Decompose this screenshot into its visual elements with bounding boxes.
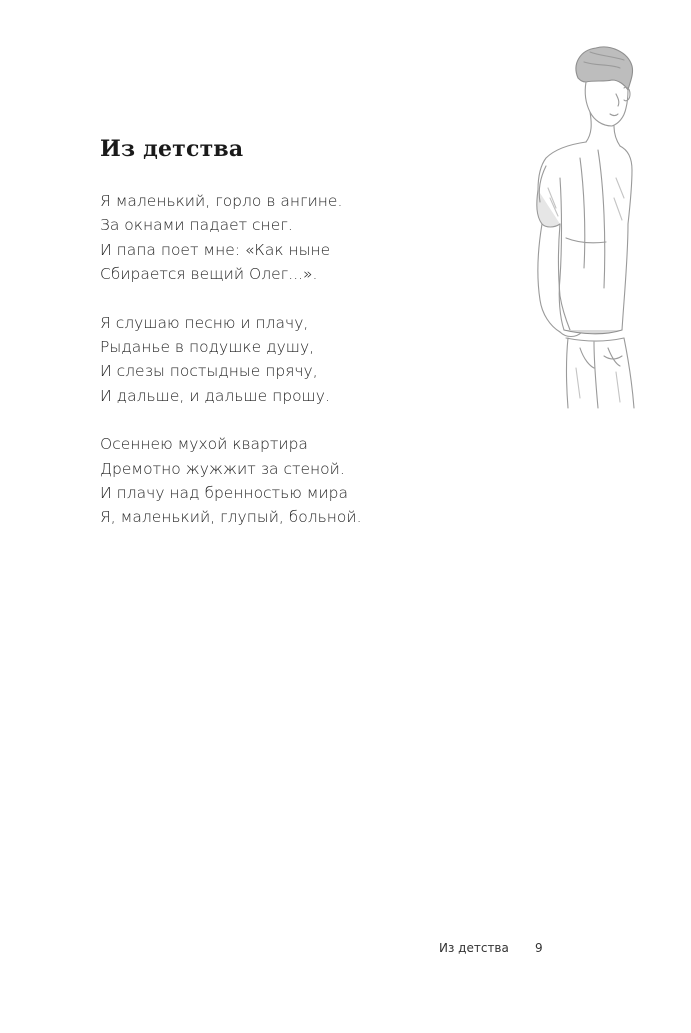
poem-line: И папа поет мне: «Как ныне — [100, 240, 331, 259]
poem-line: За окнами падает снег. — [100, 216, 293, 235]
stanza-3 — [100, 432, 460, 530]
poem-line: Дремотно жужжит за стеной. — [100, 459, 345, 478]
poem-line: И плачу над бренностью мира — [100, 484, 349, 503]
running-title: Из детства — [439, 941, 509, 955]
poem-line: Я слушаю песню и плачу, — [100, 313, 309, 332]
stanza-1 — [100, 189, 460, 287]
poem-line: Я маленький, горло в ангине. — [100, 192, 343, 210]
poem-line: Сбирается вещий Олег...». — [100, 265, 318, 284]
page-number: 9 — [535, 941, 543, 955]
young-man-sketch-illustration — [520, 38, 660, 410]
poem-line: И слезы постыдные прячу, — [100, 362, 318, 381]
stanza-2 — [100, 311, 460, 409]
poem-line: Рыданье в подушке душу, — [100, 338, 315, 357]
poem-body — [100, 189, 460, 554]
poem-title: Из детства — [100, 136, 244, 162]
poem-line: Я, маленький, глупый, больной. — [100, 508, 362, 527]
poem-line: Осеннею мухой квартира — [100, 435, 308, 454]
poem-line: И дальше, и дальше прошу. — [100, 386, 330, 405]
